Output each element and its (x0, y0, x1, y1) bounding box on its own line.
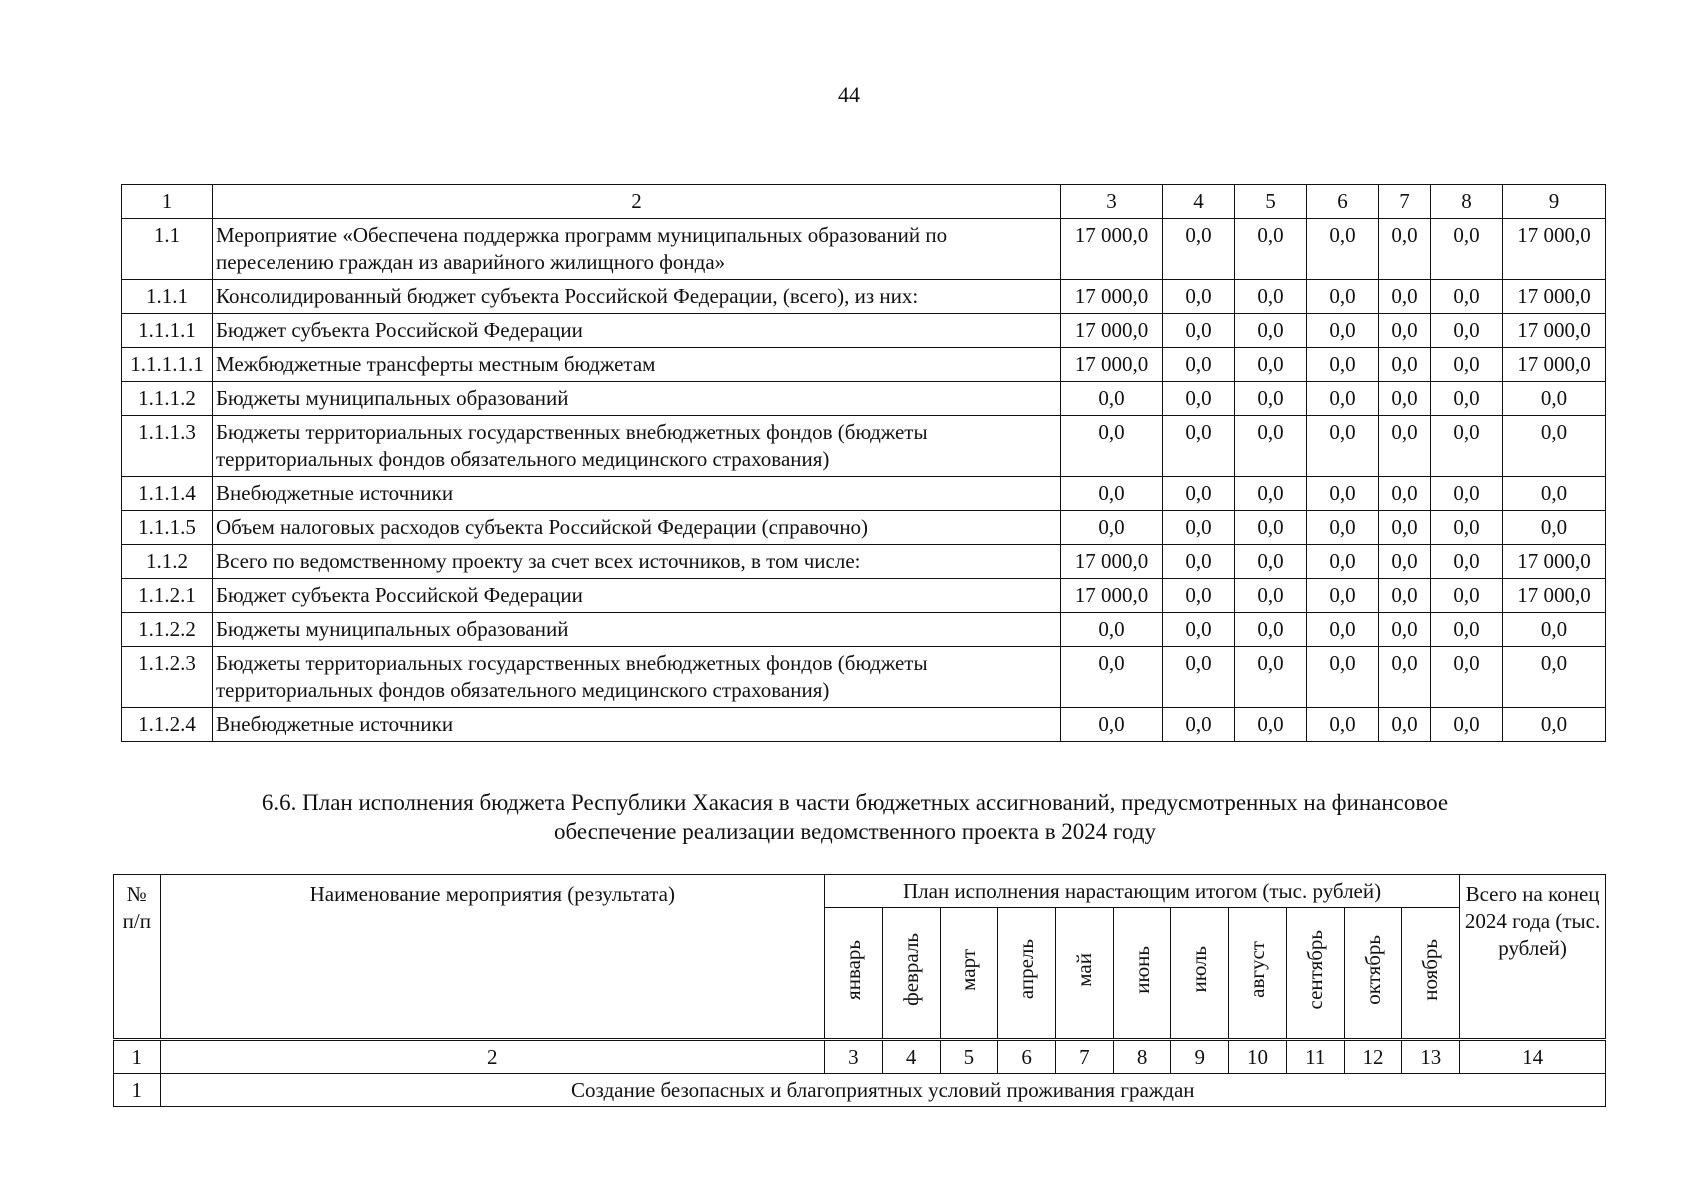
row-value: 0,0 (1379, 382, 1431, 416)
row-value: 0,0 (1503, 477, 1606, 511)
row-number: 1.1.1.3 (122, 416, 213, 477)
month-label: июль (1187, 946, 1212, 993)
row-value: 0,0 (1235, 314, 1307, 348)
row-value: 0,0 (1307, 511, 1379, 545)
row-value: 0,0 (1235, 382, 1307, 416)
row-name: Межбюджетные трансферты местным бюджетам (213, 348, 1061, 382)
row-value: 0,0 (1431, 280, 1503, 314)
row-value: 0,0 (1235, 579, 1307, 613)
row-value: 0,0 (1235, 613, 1307, 647)
row-value: 0,0 (1061, 477, 1163, 511)
budget-plan-table (113, 874, 1606, 1107)
row-value: 17 000,0 (1503, 280, 1606, 314)
row-value: 0,0 (1503, 708, 1606, 742)
row-value: 0,0 (1379, 545, 1431, 579)
row-value: 0,0 (1431, 613, 1503, 647)
row-value: 0,0 (1163, 511, 1235, 545)
row-value: 0,0 (1163, 382, 1235, 416)
row-value: 0,0 (1431, 647, 1503, 708)
month-header (825, 908, 883, 1040)
row-value: 0,0 (1307, 545, 1379, 579)
column-index-cell: 1 (114, 1040, 161, 1074)
row-value: 0,0 (1235, 708, 1307, 742)
row-value: 0,0 (1307, 382, 1379, 416)
row-value: 0,0 (1163, 613, 1235, 647)
section-row-num: 1 (114, 1074, 161, 1107)
row-value: 0,0 (1503, 511, 1606, 545)
row-name: Мероприятие «Обеспечена поддержка программ муниципальных образований по переселению граждан из аварийного жилищного фонда» (213, 219, 1061, 280)
row-name: Внебюджетные источники (213, 477, 1061, 511)
col-header-plan: План исполнения нарастающим итогом (тыс. рублей) (825, 875, 1460, 908)
row-value: 0,0 (1307, 579, 1379, 613)
row-number: 1.1.1.2 (122, 382, 213, 416)
section-row-text: Создание безопасных и благоприятных условий проживания граждан (160, 1074, 1605, 1107)
row-value: 0,0 (1307, 416, 1379, 477)
row-name: Бюджеты муниципальных образований (213, 382, 1061, 416)
section-title (120, 788, 1590, 846)
row-value: 17 000,0 (1061, 314, 1163, 348)
month-label: август (1245, 941, 1270, 998)
row-name: Бюджеты муниципальных образований (213, 613, 1061, 647)
page-number: 44 (838, 82, 860, 107)
month-label: май (1071, 952, 1096, 987)
month-label: июнь (1129, 945, 1154, 994)
row-value: 0,0 (1431, 708, 1503, 742)
row-value: 17 000,0 (1503, 545, 1606, 579)
table-row (122, 613, 1606, 647)
row-number: 1.1.2.3 (122, 647, 213, 708)
row-value: 17 000,0 (1061, 280, 1163, 314)
month-label: ноябрь (1418, 938, 1443, 1001)
row-value: 17 000,0 (1061, 545, 1163, 579)
row-value: 0,0 (1163, 416, 1235, 477)
row-value: 0,0 (1061, 647, 1163, 708)
column-index-cell: 11 (1286, 1040, 1344, 1074)
row-value: 17 000,0 (1061, 219, 1163, 280)
month-header (1402, 908, 1460, 1040)
column-index-cell: 9 (1171, 1040, 1229, 1074)
row-value: 0,0 (1379, 314, 1431, 348)
month-label: январь (840, 939, 865, 1000)
row-value: 0,0 (1503, 382, 1606, 416)
row-value: 0,0 (1061, 511, 1163, 545)
row-value: 0,0 (1379, 416, 1431, 477)
month-header (1171, 908, 1229, 1040)
column-index-cell: 14 (1460, 1040, 1606, 1074)
row-value: 0,0 (1235, 647, 1307, 708)
column-index-cell: 5 (940, 1040, 998, 1074)
row-value: 0,0 (1235, 348, 1307, 382)
table-row (122, 348, 1606, 382)
month-label: октябрь (1360, 934, 1385, 1005)
column-index-cell: 6 (1307, 185, 1379, 219)
row-value: 0,0 (1379, 348, 1431, 382)
row-number: 1.1 (122, 219, 213, 280)
row-value: 0,0 (1061, 613, 1163, 647)
column-index-cell: 8 (1431, 185, 1503, 219)
table-row (122, 382, 1606, 416)
row-value: 17 000,0 (1503, 348, 1606, 382)
row-name: Консолидированный бюджет субъекта Российской Федерации, (всего), из них: (213, 280, 1061, 314)
month-header (1344, 908, 1402, 1040)
row-value: 0,0 (1503, 613, 1606, 647)
table-row (122, 647, 1606, 708)
row-number: 1.1.1.5 (122, 511, 213, 545)
row-value: 0,0 (1503, 647, 1606, 708)
row-value: 0,0 (1235, 219, 1307, 280)
row-value: 0,0 (1431, 579, 1503, 613)
row-value: 17 000,0 (1061, 579, 1163, 613)
row-value: 0,0 (1431, 477, 1503, 511)
table-row (122, 219, 1606, 280)
table-row (122, 579, 1606, 613)
row-value: 0,0 (1163, 545, 1235, 579)
row-value: 0,0 (1307, 219, 1379, 280)
col-header-name: Наименование мероприятия (результата) (160, 875, 824, 1040)
row-value: 0,0 (1307, 314, 1379, 348)
month-header (1055, 908, 1113, 1040)
row-value: 0,0 (1307, 348, 1379, 382)
row-value: 17 000,0 (1503, 579, 1606, 613)
row-number: 1.1.2.1 (122, 579, 213, 613)
row-name: Внебюджетные источники (213, 708, 1061, 742)
column-index-cell: 2 (160, 1040, 824, 1074)
column-index-cell: 3 (1061, 185, 1163, 219)
row-value: 0,0 (1431, 382, 1503, 416)
row-name: Бюджеты территориальных государственных внебюджетных фондов (бюджеты территориальных фондов обязательного медицинского страхования) (213, 647, 1061, 708)
row-value: 0,0 (1379, 477, 1431, 511)
column-index-cell: 5 (1235, 185, 1307, 219)
row-value: 0,0 (1379, 511, 1431, 545)
table-row (122, 314, 1606, 348)
column-index-cell: 7 (1379, 185, 1431, 219)
col-header-num: № п/п (114, 875, 161, 1040)
table-row (122, 708, 1606, 742)
row-value: 0,0 (1061, 708, 1163, 742)
row-value: 0,0 (1061, 382, 1163, 416)
table-row (122, 545, 1606, 579)
row-value: 17 000,0 (1061, 348, 1163, 382)
column-index-cell: 4 (882, 1040, 940, 1074)
row-value: 0,0 (1163, 314, 1235, 348)
month-header (940, 908, 998, 1040)
row-value: 0,0 (1235, 280, 1307, 314)
row-number: 1.1.1.1.1 (122, 348, 213, 382)
row-value: 0,0 (1379, 280, 1431, 314)
column-index-cell: 4 (1163, 185, 1235, 219)
table-row (122, 477, 1606, 511)
row-value: 0,0 (1163, 219, 1235, 280)
row-value: 0,0 (1235, 545, 1307, 579)
month-header (882, 908, 940, 1040)
month-label: сентябрь (1302, 929, 1327, 1010)
row-value: 0,0 (1379, 579, 1431, 613)
row-value: 0,0 (1379, 708, 1431, 742)
row-value: 17 000,0 (1503, 314, 1606, 348)
row-value: 0,0 (1235, 477, 1307, 511)
row-value: 0,0 (1431, 511, 1503, 545)
row-value: 17 000,0 (1503, 219, 1606, 280)
row-value: 0,0 (1163, 348, 1235, 382)
section-title-line1: 6.6. План исполнения бюджета Республики Хакасия в части бюджетных ассигнований, предусмотренных на финансовое (261, 790, 1449, 815)
table-row (122, 280, 1606, 314)
column-index-cell: 9 (1503, 185, 1606, 219)
row-value: 0,0 (1163, 647, 1235, 708)
month-label: апрель (1014, 939, 1039, 1000)
row-value: 0,0 (1163, 280, 1235, 314)
row-value: 0,0 (1431, 348, 1503, 382)
row-number: 1.1.2.2 (122, 613, 213, 647)
row-number: 1.1.2.4 (122, 708, 213, 742)
row-value: 0,0 (1163, 477, 1235, 511)
row-value: 0,0 (1235, 416, 1307, 477)
row-number: 1.1.1.1 (122, 314, 213, 348)
row-value: 0,0 (1307, 647, 1379, 708)
table-row (122, 511, 1606, 545)
table-row (122, 416, 1606, 477)
row-number: 1.1.1 (122, 280, 213, 314)
month-header (1229, 908, 1287, 1040)
month-header (1113, 908, 1171, 1040)
row-value: 0,0 (1379, 647, 1431, 708)
row-value: 0,0 (1307, 280, 1379, 314)
row-value: 0,0 (1379, 219, 1431, 280)
column-index-row (122, 185, 1606, 219)
row-value: 0,0 (1307, 613, 1379, 647)
row-name: Бюджеты территориальных государственных внебюджетных фондов (бюджеты территориальных фондов обязательного медицинского страхования) (213, 416, 1061, 477)
month-header (998, 908, 1056, 1040)
section-title-line2: обеспечение реализации ведомственного проекта в 2024 году (554, 819, 1156, 844)
column-index-cell: 12 (1344, 1040, 1402, 1074)
row-name: Объем налоговых расходов субъекта Российской Федерации (справочно) (213, 511, 1061, 545)
row-value: 0,0 (1431, 314, 1503, 348)
row-value: 0,0 (1431, 219, 1503, 280)
column-index-cell: 7 (1055, 1040, 1113, 1074)
row-value: 0,0 (1061, 416, 1163, 477)
row-value: 0,0 (1163, 708, 1235, 742)
financing-table (121, 184, 1606, 742)
month-label: февраль (898, 933, 923, 1006)
column-index-cell: 2 (213, 185, 1061, 219)
month-header (1286, 908, 1344, 1040)
row-name: Бюджет субъекта Российской Федерации (213, 314, 1061, 348)
row-value: 0,0 (1503, 416, 1606, 477)
row-value: 0,0 (1235, 511, 1307, 545)
column-index-cell: 6 (998, 1040, 1056, 1074)
column-index-cell: 3 (825, 1040, 883, 1074)
row-number: 1.1.1.4 (122, 477, 213, 511)
row-value: 0,0 (1431, 545, 1503, 579)
row-name: Бюджет субъекта Российской Федерации (213, 579, 1061, 613)
row-value: 0,0 (1379, 613, 1431, 647)
row-value: 0,0 (1163, 579, 1235, 613)
row-value: 0,0 (1307, 708, 1379, 742)
column-index-cell: 8 (1113, 1040, 1171, 1074)
column-index-cell: 10 (1229, 1040, 1287, 1074)
row-value: 0,0 (1307, 477, 1379, 511)
row-number: 1.1.2 (122, 545, 213, 579)
row-value: 0,0 (1431, 416, 1503, 477)
row-name: Всего по ведомственному проекту за счет всех источников, в том числе: (213, 545, 1061, 579)
month-label: март (956, 948, 981, 991)
column-index-cell: 13 (1402, 1040, 1460, 1074)
col-header-total: Всего на конец 2024 года (тыс. рублей) (1460, 875, 1606, 1040)
column-index-cell: 1 (122, 185, 213, 219)
